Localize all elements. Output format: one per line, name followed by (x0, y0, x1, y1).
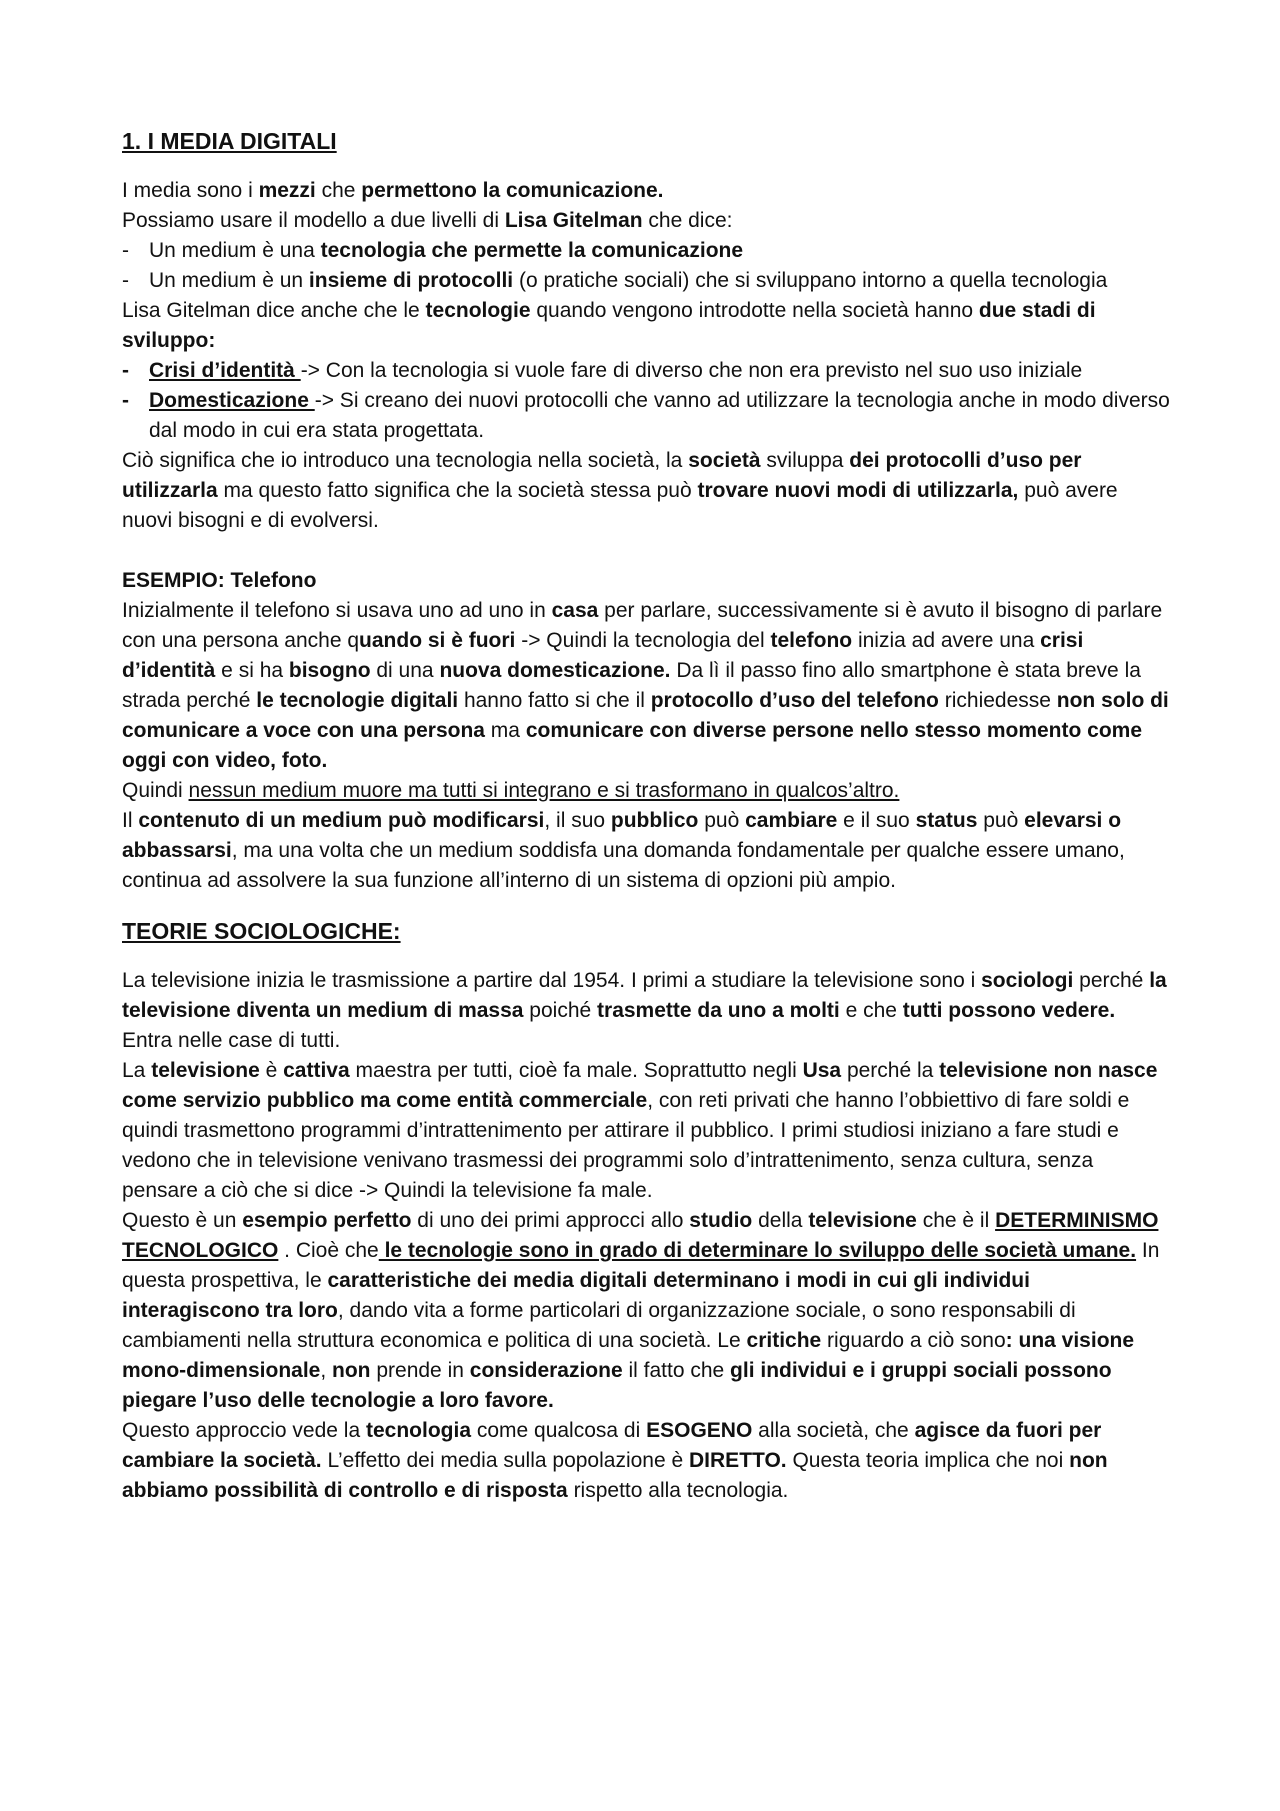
text-run: inizia ad avere una (852, 629, 1041, 652)
text-run: status (915, 809, 978, 832)
text-run: può avere nuovi bisogni e di evolversi. (122, 479, 1118, 532)
text-run: che dice: (642, 209, 733, 232)
text-run: Questa teoria implica che noi (786, 1449, 1070, 1472)
paragraph (122, 1416, 1170, 1506)
text-run: tecnologia (365, 1419, 471, 1442)
text-run: e che (839, 999, 903, 1022)
text-run: , (320, 1359, 333, 1382)
text-run: richiedesse (938, 689, 1057, 712)
text-run: In questa prospettiva, le (122, 1239, 1160, 1292)
text-run: Crisi d’identità (149, 359, 301, 382)
text-run: : una visione mono-dimensionale (122, 1329, 1135, 1382)
text-run: hanno fatto si che il (458, 689, 651, 712)
example-title: ESEMPIO: Telefono (122, 569, 317, 592)
text-run: prende in (370, 1359, 470, 1382)
text-run: sociologi (981, 969, 1074, 992)
text-run: , il suo (544, 809, 611, 832)
text-run: studio (689, 1209, 753, 1232)
text-run: comunicare con diverse persone nello stesso momento come oggi con video, foto. (122, 719, 1143, 772)
text-run: La televisione inizia le trasmissione a partire dal 1954. I primi a studiare la televisione sono i (122, 969, 982, 992)
text-run: Un medium è una (149, 239, 321, 262)
text-run: non (332, 1359, 371, 1382)
text-run: di uno dei primi approcci allo (411, 1209, 690, 1232)
text-run: e si ha (215, 659, 289, 682)
text-run: due stadi di sviluppo: (122, 299, 1096, 352)
list-item (122, 266, 1170, 296)
paragraph (122, 206, 1170, 236)
paragraph (122, 966, 1170, 1056)
text-run: tecnologie (425, 299, 531, 322)
text-run: critiche (746, 1329, 822, 1352)
text-run: Questo è un (122, 1209, 243, 1232)
section-media-digitali (122, 176, 1170, 896)
text-run: trovare nuovi modi di utilizzarla, (697, 479, 1019, 502)
bullet-list (122, 356, 1170, 446)
text-run: della (752, 1209, 809, 1232)
text-run: DIRETTO. (689, 1449, 787, 1472)
text-run: tutti possono vedere. (902, 999, 1116, 1022)
text-run: insieme di protocolli (308, 269, 514, 292)
text-run: la televisione diventa un medium di massa (122, 969, 1167, 1022)
text-run: sviluppa (760, 449, 850, 472)
text-run: Ciò significa che io introduco una tecnologia nella società, la (122, 449, 689, 472)
text-run: ma questo fatto significa che la società stessa può (217, 479, 698, 502)
text-run: agisce da fuori per cambiare la società. (122, 1419, 1102, 1472)
text-run: Inizialmente il telefono si usava uno ad uno in (122, 599, 552, 622)
text-run: televisione (808, 1209, 917, 1232)
list-item (122, 236, 1170, 266)
text-run: ma (484, 719, 526, 742)
text-run: -> Con la tecnologia si vuole fare di diverso che non era previsto nel suo uso iniziale (300, 359, 1083, 382)
text-run: televisione (151, 1059, 260, 1082)
text-run: che è il (916, 1209, 996, 1232)
text-run: nuova domesticazione. (439, 659, 671, 682)
paragraph (122, 596, 1170, 776)
text-run: bisogno (288, 659, 371, 682)
paragraph (122, 776, 1170, 806)
text-run: perché (1073, 969, 1150, 992)
text-run: Quindi (122, 779, 189, 802)
section-heading-media-digitali: 1. I MEDIA DIGITALI (122, 128, 337, 154)
paragraph (122, 446, 1170, 536)
text-run: poiché (523, 999, 598, 1022)
text-run: Usa (802, 1059, 842, 1082)
text-run: che (315, 179, 362, 202)
paragraph (122, 176, 1170, 206)
text-run: permettono la comunicazione. (361, 179, 664, 202)
text-run: protocollo d’uso del telefono (650, 689, 939, 712)
text-run: società (688, 449, 761, 472)
text-run: telefono (770, 629, 853, 652)
text-run: è (259, 1059, 284, 1082)
text-run: le tecnologie sono in grado di determinare lo sviluppo delle società umane. (378, 1239, 1137, 1262)
dash-bullet-icon: - (122, 359, 129, 382)
text-run: uando si è fuori (359, 629, 516, 652)
text-run: -> Quindi la tecnologia del (515, 629, 771, 652)
text-run: Questo approccio vede la (122, 1419, 366, 1442)
text-run: ESOGENO (646, 1419, 753, 1442)
text-run: quando vengono introdotte nella società hanno (530, 299, 979, 322)
text-run: Lisa Gitelman (504, 209, 643, 232)
text-run: non abbiamo possibilità di controllo e di risposta (122, 1449, 1108, 1502)
text-run: I media sono i (122, 179, 259, 202)
text-run: pubblico (610, 809, 699, 832)
text-run: Possiamo usare il modello a due livelli di (122, 209, 505, 232)
text-run: tecnologia che permette la comunicazione (320, 239, 744, 262)
paragraph (122, 296, 1170, 356)
text-run: L’effetto dei media sulla popolazione è (321, 1449, 690, 1472)
text-run: . Cioè che (278, 1239, 379, 1262)
text-run: Lisa Gitelman dice anche che le (122, 299, 426, 322)
text-run: Entra nelle case di tutti. (122, 1029, 341, 1052)
paragraph (122, 1056, 1170, 1206)
text-run: alla società, che (752, 1419, 915, 1442)
section-heading-teorie-sociologiche: TEORIE SOCIOLOGICHE: (122, 918, 401, 944)
dash-bullet-icon: - (122, 269, 129, 292)
list-item (122, 386, 1170, 446)
text-run: di una (370, 659, 440, 682)
text-run: maestra per tutti, cioè fa male. Soprattutto negli (349, 1059, 803, 1082)
section-teorie-sociologiche (122, 966, 1170, 1506)
text-run: (o pratiche sociali) che si sviluppano intorno a quella tecnologia (513, 269, 1108, 292)
text-run: Un medium è un (149, 269, 309, 292)
text-run: perché la (841, 1059, 940, 1082)
dash-bullet-icon: - (122, 239, 129, 262)
text-run: mezzi (258, 179, 316, 202)
text-run: può (698, 809, 746, 832)
text-run: , dando vita a forme particolari di organizzazione sociale, o sono responsabili di cambiamenti nella struttura economica e politica di una società. Le (122, 1299, 1076, 1352)
text-run: riguardo a ciò sono (821, 1329, 1006, 1352)
text-run: crisi d’identità (122, 629, 1084, 682)
text-run: rispetto alla tecnologia. (567, 1479, 789, 1502)
paragraph (122, 806, 1170, 896)
text-run: Domesticazione (149, 389, 315, 412)
text-run: le tecnologie digitali (256, 689, 459, 712)
text-run: per parlare, successivamente si è avuto il bisogno di parlare con una persona anche q (122, 599, 1163, 652)
text-run: e il suo (837, 809, 916, 832)
text-run: gli individui e i gruppi sociali possono piegare l’uso delle tecnologie a loro favore. (122, 1359, 1112, 1412)
text-run: considerazione (469, 1359, 623, 1382)
text-run: trasmette da uno a molti (597, 999, 840, 1022)
text-run: contenuto di un medium può modificarsi (138, 809, 545, 832)
text-run: cattiva (283, 1059, 350, 1082)
text-run: Il (122, 809, 139, 832)
text-run: cambiare (745, 809, 838, 832)
dash-bullet-icon: - (122, 389, 129, 412)
bullet-list (122, 236, 1170, 296)
text-run: caratteristiche dei media digitali determinano i modi in cui gli individui interagiscono tra loro (122, 1269, 1030, 1322)
text-run: -> Si creano dei nuovi protocolli che vanno ad utilizzare la tecnologia anche in modo diverso dal modo in cui era stata progettata. (149, 389, 1170, 442)
text-run: nessun medium muore ma tutti si integrano e si trasformano in qualcos’altro. (188, 779, 900, 802)
text-run: il fatto che (622, 1359, 731, 1382)
text-run: elevarsi o abbassarsi (122, 809, 1122, 862)
text-run: DETERMINISMO TECNOLOGICO (122, 1209, 1159, 1262)
text-run: casa (551, 599, 599, 622)
paragraph (122, 1206, 1170, 1416)
text-run: non solo di comunicare a voce con una persona (122, 689, 1169, 742)
list-item (122, 356, 1170, 386)
text-run: Da lì il passo fino allo smartphone è stata breve la strada perché (122, 659, 1141, 712)
text-run: dei protocolli d’uso per utilizzarla (122, 449, 1082, 502)
text-run: , con reti privati che hanno l’obbiettivo di fare soldi e quindi trasmettono programmi d’intrattenimento per attirare il pubblico. I primi studiosi iniziano a fare studi e vedono che in televisione venivano trasmessi dei programmi solo d’intrattenimento, senza cultura, senza pensare a ciò che si dice -> Quindi la televisione fa male. (122, 1089, 1130, 1202)
text-run: , ma una volta che un medium soddisfa una domanda fondamentale per qualche essere umano, continua ad assolvere la sua funzione all’interno di un sistema di opzioni più ampio. (122, 839, 1125, 892)
text-run: televisione non nasce come servizio pubblico ma come entità commerciale (122, 1059, 1158, 1112)
text-run: La (122, 1059, 152, 1082)
text-run: come qualcosa di (471, 1419, 647, 1442)
text-run: può (977, 809, 1025, 832)
text-run: esempio perfetto (242, 1209, 412, 1232)
